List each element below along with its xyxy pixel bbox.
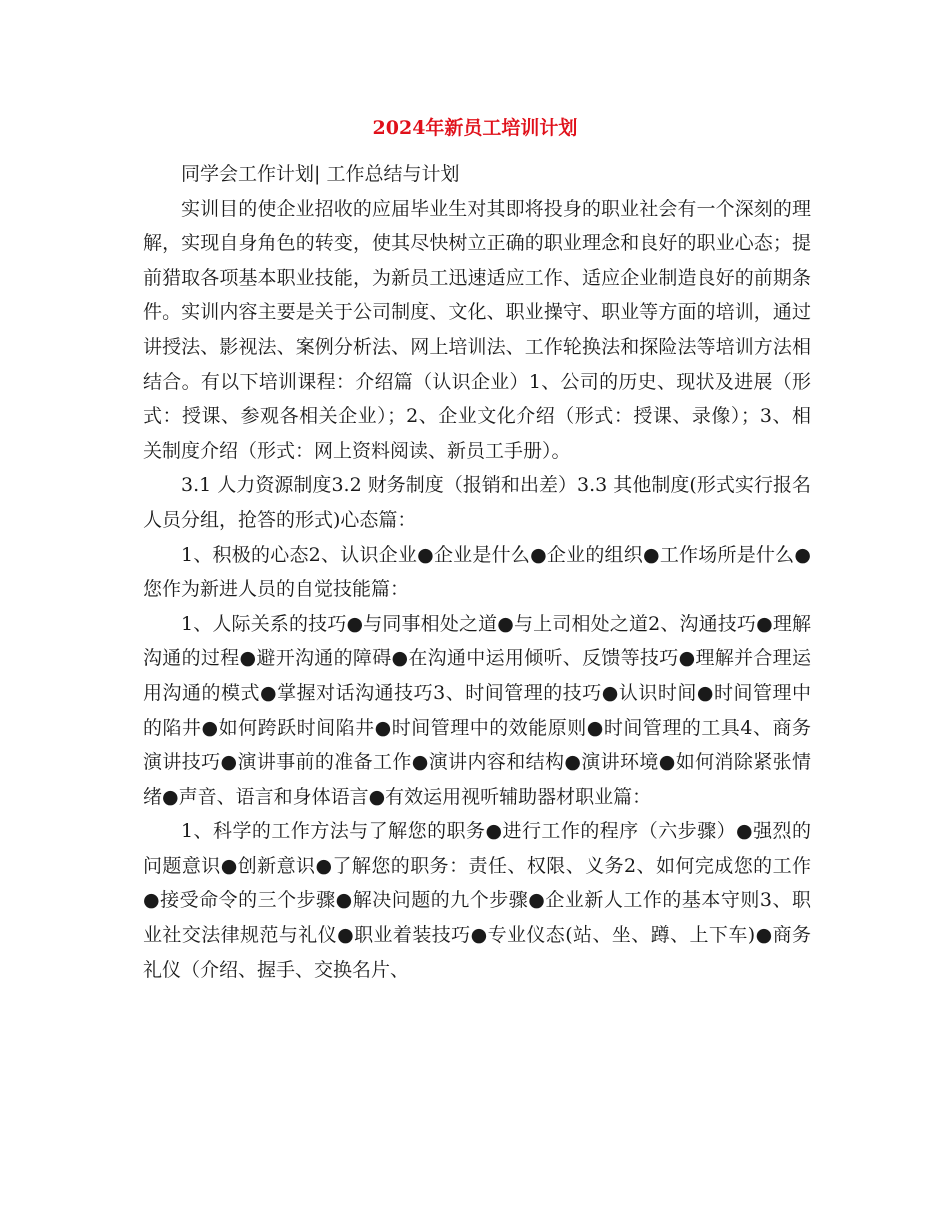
document-body xyxy=(143,157,811,987)
paragraph-career: 1、科学的工作方法与了解您的职务●进行工作的程序（六步骤）●强烈的问题意识●创新意识●了解您的职务：责任、权限、义务2、如何完成您的工作●接受命令的三个步骤●解决问题的九个步骤●企业新人工作的基本守则3、职业社交法律规范与礼仪●职业着装技巧●专业仪态(站、坐、蹲、上下车)●商务礼仪（介绍、握手、交换名片、 xyxy=(143,820,811,981)
paragraph-systems: 3.1 人力资源制度3.2 财务制度（报销和出差）3.3 其他制度(形式实行报名人员分组，抢答的形式)心态篇： xyxy=(143,474,811,531)
document-title: 2024年新员工培训计划 xyxy=(372,117,578,139)
paragraph-purpose: 实训目的使企业招收的应届毕业生对其即将投身的职业社会有一个深刻的理解，实现自身角色的转变，使其尽快树立正确的职业理念和良好的职业心态；提前猎取各项基本职业技能，为新员工迅速适应工作、适应企业制造良好的前期条件。实训内容主要是关于公司制度、文化、职业操守、职业等方面的培训，通过讲授法、影视法、案例分析法、网上培训法、工作轮换法和探险法等培训方法相结合。有以下培训课程：介绍篇（认识企业）1、公司的历史、现状及进展（形式：授课、参观各相关企业）；2、企业文化介绍（形式：授课、录像）；3、相关制度介绍（形式：网上资料阅读、新员工手册）。 xyxy=(143,197,811,462)
document-subtitle: 同学会工作计划| 工作总结与计划 xyxy=(181,163,460,185)
paragraph-mindset: 1、积极的心态2、认识企业●企业是什么●企业的组织●工作场所是什么●您作为新进人员的自觉技能篇： xyxy=(143,543,811,601)
paragraph-skills: 1、人际关系的技巧●与同事相处之道●与上司相处之道2、沟通技巧●理解沟通的过程●避开沟通的障碍●在沟通中运用倾听、反馈等技巧●理解并合理运用沟通的模式●掌握对话沟通技巧3、时间管理的技巧●认识时间●时间管理中的陷井●如何跨跃时间陷井●时间管理中的效能原则●时间管理的工具4、商务演讲技巧●演讲事前的准备工作●演讲内容和结构●演讲环境●如何消除紧张情绪●声音、语言和身体语言●有效运用视听辅助器材职业篇： xyxy=(143,612,811,808)
